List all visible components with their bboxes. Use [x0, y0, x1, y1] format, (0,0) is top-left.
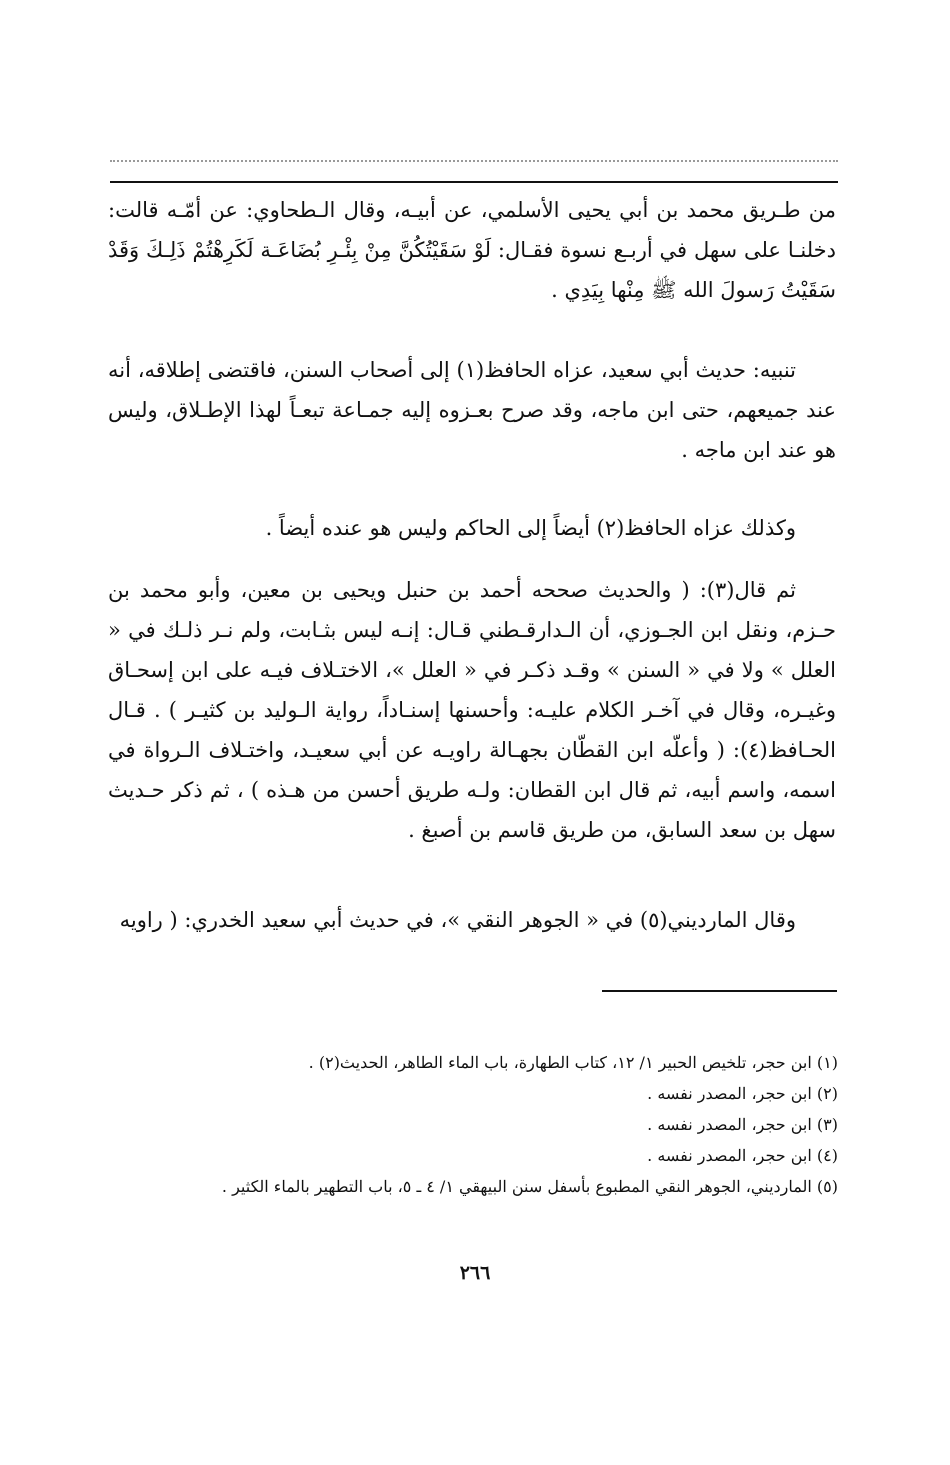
footnote-2: (٢) ابن حجر، المصدر نفسه .: [647, 1084, 838, 1103]
footnote-1: (١) ابن حجر، تلخيص الحبير ١/ ١٢، كتاب الطهارة، باب الماء الطاهر، الحديث(٢) .: [308, 1053, 838, 1072]
body-paragraph-5: وقال المارديني(٥) في « الجوهر النقي »، في حديث أبي سعيد الخدري: ( راويه: [119, 908, 796, 932]
body-paragraph-4: ثم قال(٣): ( والحديث صححه أحمد بن حنبل ويحيى بن معين، وأبو محمد بن حـزم، ونقل ابن الجـوزي، أن الـدارقـطني قـال: إنـه ليس بثـابت، ولم نـر ذلـك في « العلل » ولا في « السنن » وقـد ذكـر في « العلل »، الاختـلاف فيـه على ابن إسحـاق وغيـره، وقال في آخـر الكلام عليـه: وأحسنها إسنـاداً، رواية الـوليد بن كثيـر ) . قـال الحـافظ(٤): ( وأعلّه ابن القطّان بجهـالة راويـه عن أبي سعيـد، واختـلاف الـرواة في اسمه، واسم أبيه، ثم قال ابن القطان: ولـه طريق أحسن من هـذه ) ، ثم ذكر حـديث سهل بن سعد السابق، من طريق قاسم بن أصبغ .: [108, 578, 836, 842]
page-number: ٢٦٦: [459, 1262, 491, 1284]
footnote-4: (٤) ابن حجر، المصدر نفسه .: [647, 1146, 838, 1165]
header-dotted-rule: [110, 160, 838, 162]
footnotes: [148, 1047, 838, 1202]
header-rule: [110, 181, 838, 183]
body-paragraph-1: من طـريق محمد بن أبي يحيى الأسلمي، عن أبيـه، وقال الـطحاوي: عن أمّـه قالت: دخلنـا على سهل في أربـع نسوة فقـال: لَوْ سَقَيْتُكُنَّ مِنْ بِئْـرِ بُضَاعَـة لَكَرِهْتُمْ ذَلِـكَ وَقَدْ سَقَيْتُ رَسولَ الله ﷺ مِنْها بِيَدِي .: [108, 198, 836, 302]
footnote-3: (٣) ابن حجر، المصدر نفسه .: [647, 1115, 838, 1134]
footnote-5: (٥) المارديني، الجوهر النقي المطبوع بأسفل سنن البيهقي ١/ ٤ ـ ٥، باب التطهير بالماء الكثير .: [221, 1177, 838, 1196]
footnote-separator: [602, 990, 837, 992]
body-paragraph-2: تنبيه: حديث أبي سعيد، عزاه الحافظ(١) إلى أصحاب السنن، فاقتضى إطلاقه، أنه عند جميعهم، حتى ابن ماجه، وقد صرح بعـزوه إليه جمـاعة تبعـاً لهذا الإطـلاق، وليس هو عند ابن ماجه .: [108, 358, 836, 462]
body-paragraph-3: وكذلك عزاه الحافظ(٢) أيضاً إلى الحاكم وليس هو عنده أيضاً .: [265, 516, 796, 540]
